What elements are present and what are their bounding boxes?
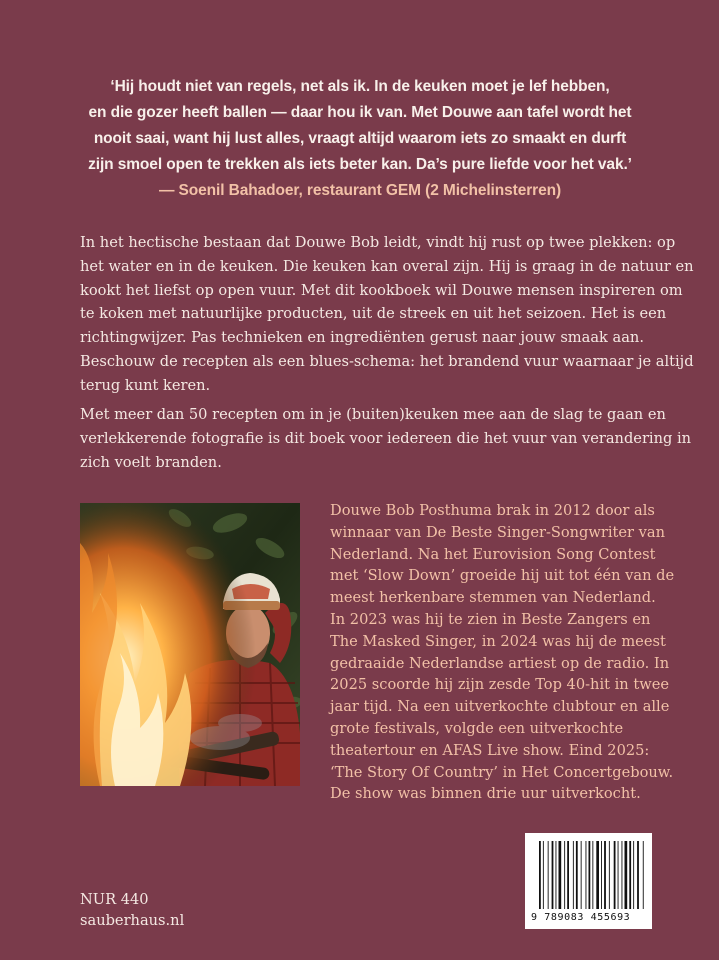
barcode-bars (525, 833, 652, 913)
intro-line: te koken met natuurlijke producten, uit de streek en uit het seizoen. Het is een (80, 305, 667, 323)
barcode-bar (576, 841, 578, 909)
author-photo (80, 503, 300, 786)
recipes-line: verlekkerende fotografie is dit boek voor iedereen die het vuur van verandering in (80, 429, 692, 447)
barcode-bar (633, 841, 634, 909)
barcode-bar (643, 841, 644, 909)
bio-line: jaar tijd. Na een uitverkochte clubtour en alle (330, 698, 670, 716)
intro-line: Beschouw de recepten als een blues-schema: het brandend vuur waarnaar je altijd (80, 352, 694, 370)
intro-line: terug kunt keren. (80, 376, 211, 394)
isbn-number: 9 789083 455693 (531, 912, 631, 923)
bio-line: 2025 scoorde hij zijn zesde Top 40-hit in twee (330, 676, 669, 694)
bio-line: theatertour en AFAS Live show. Eind 2025: (330, 741, 650, 759)
quote-line: en die gozer heeft ballen — daar hou ik van. Met Douwe aan tafel wordt het (88, 104, 632, 121)
barcode-bar (604, 841, 606, 909)
quote-line: zijn smoel open te trekken als iets beter kan. Da’s pure liefde voor het vak.’ (88, 156, 632, 173)
barcode-bar (586, 841, 587, 909)
bio-line: In 2023 was hij te zien in Beste Zangers en (330, 610, 651, 628)
recipes-line: Met meer dan 50 recepten om in je (buiten)keuken mee aan de slag te gaan en (80, 406, 666, 423)
barcode-bar (601, 841, 602, 909)
barcode-bar (629, 841, 631, 909)
barcode-bar (592, 841, 593, 909)
barcode-bar (589, 841, 591, 909)
bio-line: meest herkenbare stemmen van Nederland. (330, 589, 656, 607)
bio-line: De show was binnen drie uur uitverkocht. (330, 785, 641, 803)
barcode-bar (637, 841, 639, 909)
bio-line: Douwe Bob Posthuma brak in 2012 door als (330, 502, 655, 519)
intro-line: kookt het liefst op open vuur. Met dit kookboek wil Douwe mensen inspireren om (80, 281, 683, 299)
endorsement-quote (60, 74, 660, 204)
barcode-bar (552, 841, 554, 909)
barcode-bar (573, 841, 574, 909)
intro-line: In het hectische bestaan dat Douwe Bob leidt, vindt hij rust op twee plekken: op (80, 234, 676, 251)
barcode-bar (548, 841, 549, 909)
author-photo-illustration (80, 503, 300, 786)
barcode-bar (618, 841, 619, 909)
publisher-info (80, 889, 184, 931)
quote-line: ‘Hij houdt niet van regels, net als ik. In de keuken moet je lef hebben, (110, 78, 610, 95)
quote-attribution: — Soenil Bahadoer, restaurant GEM (2 Michelinsterren) (158, 182, 562, 199)
recipes-line: zich voelt branden. (80, 453, 222, 471)
quote-line: nooit saai, want hij lust alles, vraagt altijd waarom iets zo smaakt en durft (93, 130, 627, 147)
bio-line: gedraaide Nederlandse artiest op de radio. In (330, 654, 670, 672)
author-bio (330, 500, 675, 805)
intro-paragraph (80, 231, 694, 398)
bio-line: The Masked Singer, in 2024 was hij de meest (330, 632, 666, 650)
barcode-bar (622, 841, 623, 909)
barcode-bar (543, 841, 544, 909)
intro-line: richtingwijzer. Pas technieken en ingrediënten gerust naar jouw smaak aan. (80, 329, 644, 347)
bio-line: Nederland. Na het Eurovision Song Contest (330, 545, 656, 563)
barcode-bar (559, 841, 562, 909)
nur-code: NUR 440 (80, 891, 149, 908)
bio-line: ‘The Story Of Country’ in Het Concertgebouw. (330, 763, 674, 781)
barcode-bar (596, 841, 599, 909)
barcode-bar (567, 841, 569, 909)
bio-line: grote festivals, volgde een uitverkochte (330, 719, 624, 737)
recipes-paragraph (80, 403, 692, 474)
barcode-bar (625, 841, 628, 909)
barcode-bar (539, 841, 541, 909)
barcode-bar (564, 841, 565, 909)
publisher-website: sauberhaus.nl (80, 912, 185, 929)
barcode-bar (581, 841, 582, 909)
barcode-bar (556, 841, 557, 909)
isbn-barcode (525, 833, 652, 929)
bio-line: met ‘Slow Down’ groeide hij uit tot één van de (330, 567, 675, 585)
barcode-bar (614, 841, 616, 909)
barcode-bar (609, 841, 610, 909)
intro-line: het water en in de keuken. Die keuken kan overal zijn. Hij is graag in de natuur en (80, 257, 694, 275)
bio-line: winnaar van De Beste Singer-Songwriter van (330, 523, 665, 541)
